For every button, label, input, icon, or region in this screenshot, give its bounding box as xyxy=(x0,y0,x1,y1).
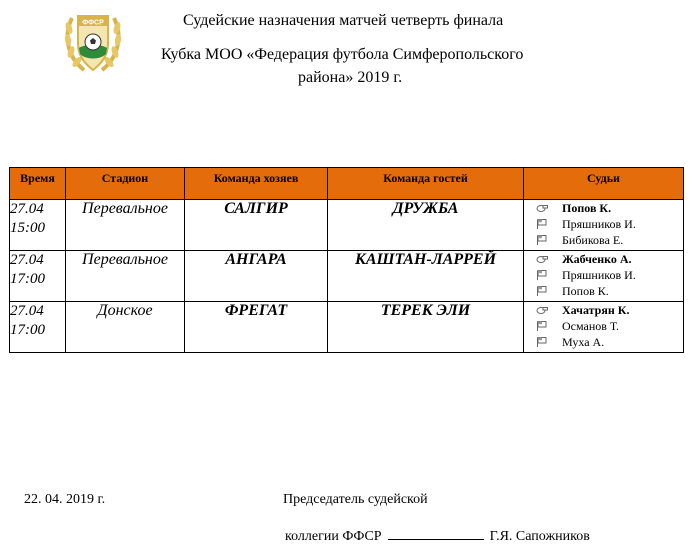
match-stadium: Донское xyxy=(66,302,185,353)
main-referee xyxy=(524,251,683,267)
column-header-away-team: Команда гостей xyxy=(328,168,524,200)
table-row xyxy=(10,302,684,353)
assistant-referee xyxy=(524,318,683,334)
referee-name: Попов К. xyxy=(562,200,612,215)
flag-icon xyxy=(536,219,548,229)
referee-name: Жабченко А. xyxy=(562,251,632,266)
referee-list xyxy=(524,200,684,251)
flag-icon xyxy=(536,235,548,245)
match-stadium: Перевальное xyxy=(66,251,185,302)
referee-name: Муха А. xyxy=(562,334,605,349)
assistant-referee xyxy=(524,232,683,248)
referee-schedule-table xyxy=(9,167,684,353)
flag-icon xyxy=(536,321,548,331)
home-team: АНГАРА xyxy=(185,251,328,302)
document-subtitle-line1: Кубка МОО «Федерация футбола Симферопольского xyxy=(161,46,524,63)
assistant-referee xyxy=(524,216,683,232)
ffsr-logo xyxy=(62,4,124,80)
away-team: ТЕРЕК ЭЛИ xyxy=(328,302,524,353)
assistant-referee xyxy=(524,334,683,350)
referee-name: Бибикова Е. xyxy=(562,232,624,247)
whistle-icon xyxy=(536,254,548,264)
main-referee xyxy=(524,302,683,318)
whistle-icon xyxy=(536,305,548,315)
document-date: 22. 04. 2019 г. xyxy=(24,492,106,507)
match-date: 27.04 xyxy=(10,303,44,319)
column-header-referees: Судьи xyxy=(524,168,684,200)
column-header-time: Время xyxy=(10,168,66,200)
referee-list xyxy=(524,302,684,353)
match-time xyxy=(10,251,66,302)
flag-icon xyxy=(536,270,548,280)
signature-blank xyxy=(388,527,484,540)
table-row xyxy=(10,200,684,251)
flag-icon xyxy=(536,337,548,347)
document-title: Судейские назначения матчей четверть финала xyxy=(183,12,504,29)
referee-name: Хачатрян К. xyxy=(562,302,630,317)
whistle-icon xyxy=(536,203,548,213)
referee-name: Пряшников И. xyxy=(562,216,636,231)
chairman-committee: коллегии ФФСР xyxy=(285,529,382,544)
match-hour: 17:00 xyxy=(10,271,45,287)
match-stadium: Перевальное xyxy=(66,200,185,251)
table-row xyxy=(10,251,684,302)
document-subtitle-line2: района» 2019 г. xyxy=(298,69,403,86)
column-header-stadium: Стадион xyxy=(66,168,185,200)
chairman-name: Г.Я. Сапожников xyxy=(489,529,590,544)
referee-name: Пряшников И. xyxy=(562,267,636,282)
table-header-row xyxy=(10,168,684,200)
match-hour: 17:00 xyxy=(10,322,45,338)
home-team: САЛГИР xyxy=(185,200,328,251)
match-time xyxy=(10,200,66,251)
column-header-home-team: Команда хозяев xyxy=(185,168,328,200)
referee-name: Попов К. xyxy=(562,283,609,298)
match-hour: 15:00 xyxy=(10,220,45,236)
assistant-referee xyxy=(524,283,683,299)
chairman-title: Председатель судейской xyxy=(283,492,428,507)
match-date: 27.04 xyxy=(10,252,44,268)
logo-text: ФФСР xyxy=(82,19,104,27)
signature-line xyxy=(285,527,590,545)
main-referee xyxy=(524,200,683,216)
referee-name: Османов Т. xyxy=(562,318,620,333)
away-team: ДРУЖБА xyxy=(328,200,524,251)
match-date: 27.04 xyxy=(10,201,44,217)
away-team: КАШТАН-ЛАРРЕЙ xyxy=(328,251,524,302)
home-team: ФРЕГАТ xyxy=(185,302,328,353)
referee-list xyxy=(524,251,684,302)
flag-icon xyxy=(536,286,548,296)
assistant-referee xyxy=(524,267,683,283)
match-time xyxy=(10,302,66,353)
